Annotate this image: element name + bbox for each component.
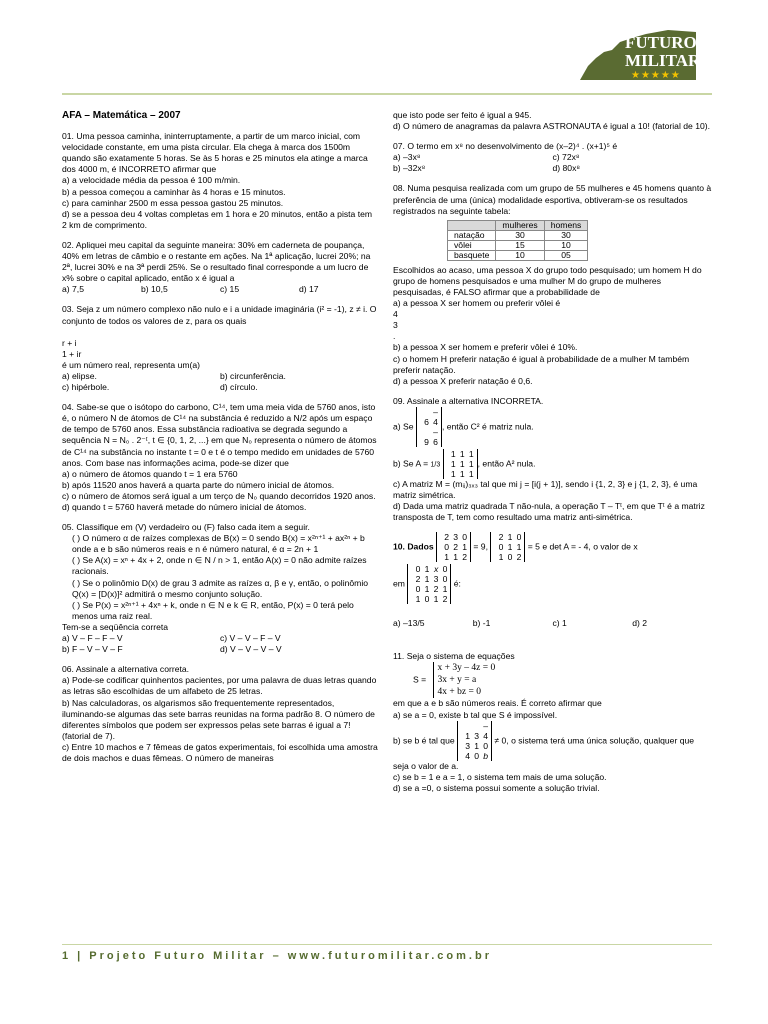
q04-text: 04. Sabe-se que o isótopo do carbono, C¹⁴, tem uma meia vida de 5760 anos, isto é, o número N de átomos de C¹⁴ na substância é reduzido a N/2 após um espaço de tempo de 5760 anos. Essa substância radioativa se degrada segundo a sequência N = N₀ . 2⁻ᵗ, t ∈ {0, 1, 2, ...} em que N₀ representa o número de átomos de C¹⁴ na substância no instante t = 0 e t é o tempo medido em unidades de 5760 anos. Com base nas informações acima, pode-se dizer que — [62, 402, 377, 468]
table-row — [448, 230, 588, 240]
sports-table — [447, 220, 588, 261]
table-cell: 10 — [496, 250, 544, 260]
table-header — [448, 220, 496, 230]
det-2: 2 1 0 0 1 1 1 0 2 — [490, 532, 525, 562]
q07-option: c) 72x⁸ — [552, 152, 580, 163]
q06-option-a: a) Pode-se codificar quinhentos pacientes, por uma palavra de duas letras quando as letras são escolhidas de um alfabeto de 25 letras. — [62, 675, 377, 697]
q05-text: 05. Classifique em (V) verdadeiro ou (F) falso cada item a seguir. — [62, 522, 310, 533]
left-column: AFA – Matemática – 2007 01. Uma pessoa caminha, ininterruptamente, a partir de um marco inicial, com velocidade constante, em uma pista circular. Ela chega à marca dos 1500m quando são exatamente 5 horas. Se às 5 horas e 25 minutos ela atinge a marca dos 4000 m, é INCORRETO afirmar que a) a velocidade média da pessoa é 100 m/min. b) a pessoa começou a caminhar às 4 horas e 15 minutos. c) para caminhar 2500 m essa pessoa gastou 25 minutos. d) se a pessoa deu 4 voltas completas em 1 hora e 20 minutos, então a pista tem 2 km de comprimento. 02. Apliquei meu capital da seguinte maneira: 30% em caderneta de poupança, 40% em letras de câmbio e o restante em ações. Na 1ª aplicação, lucrei 20%; na 2ª, lucrei 30% e na 3ª perdi 25%. Se o resultado final corresponde a um lucro de x% sobre o capital aplicado, então x é igual a a) 7,5 b) 10,5 c) 15 d) 17 03. Seja z um número complexo não nulo e i a unidade imaginária (i² = -1), z ≠ i. O conjunto de todos os valores de z, para os quais r + i 1 + ir é um número real, representa um(a) a) elipse. b) circunferência. c) hipérbole. d) círculo. 04. Sabe-se que o isótopo do carbono, C¹⁴, tem uma meia vida de 5760 anos, isto é, o número N de átomos de C¹⁴ na substância é reduzido a N/2 após um espaço de tempo de 5760 anos. Essa substância radioativa se degrada segundo a sequência N = N₀ . 2⁻ᵗ, t ∈ {0, 1, 2, ...} em que N₀ representa o número de átomos de C¹⁴ na substância no instante t = 0 e t é o tempo medido em unidades de 5760 anos. Com base nas informações acima, pode-se dizer que a) o número de átomos quando t = 1 era 5760 b) após 11520 anos haverá a quarta parte do número inicial de átomos. c) o número de átomos será igual a um terço de N₀ quando decorridos 1920 anos. d) quando t = 5760 haverá metade do número inicial de átomos. 05. Classifique em (V) verdadeiro ou (F) falso cada item a seguir. ( ) O número α de raízes complexas de B(x) = 0 sendo B(x) = x²ⁿ⁺¹ + ax²ⁿ + b onde a e b são números reais e n é número natural, é α = 2n + 1 ( ) Se A(x) = xⁿ + 4x + 2, onde n ∈ N / n > 1, então A(x) = 0 não admite raízes racionais. ( ) Se o polinômio D(x) de grau 3 admite as raízes α, β e γ, então, o polinômio Q(x) = [D(x)]² admitirá o mesmo conjunto solução. ( ) Se P(x) = x²ⁿ⁺¹ + 4xⁿ + k, onde n ∈ N e k ∈ R, então, P(x) = 0 terá pelo menos uma raiz real. Tem-se a seqüência correta a) V – F – F – V c) V – V – F – V b) F – V – V – F d) V – V – V – V 06. Assinale a alternativa correta. a) Pode-se codificar quinhentos pacientes, por uma palavra de duas letras quando as letras são escolhidas de um alfabeto de 25 letras. b) Nas calculadoras, os algarismos são frequentemente representados, iluminando-se algumas das sete barras reunidas na forma padrão 8. O número de diferentes símbolos que podem ser expressos pelas sete barras é igual a 7! (fatorial de 7). c) Entre 10 machos e 7 fêmeas de gatos experimentais, foi escolhida uma amostra de dois machos e duas fêmeas. O número de maneiras — [62, 110, 378, 763]
q09-option-c: c) A matriz M = (mᵢⱼ)₃ₓ₃ tal que mi j = [i(j + 1)], sendo i {1, 2, 3} e j {1, 2, 3}, é uma matriz simétrica. — [393, 478, 698, 500]
matrix-x: 0 1 x 0 2 1 3 0 0 1 2 1 1 0 1 2 — [407, 564, 451, 604]
q09-option-d: d) Dada uma matriz quadrada T não-nula, a operação T – Tᵗ, em que Tᵗ é a matriz transposta de T, tem como resultado uma matriz anti-simétrica. — [393, 501, 705, 523]
q03-options — [62, 371, 378, 393]
q02-option: a) 7,5 — [62, 284, 84, 295]
matrix-c: 6–4 9–6 — [416, 407, 442, 447]
q05-item: ( ) Se o polinômio D(x) de grau 3 admite as raízes α, β e γ, então, o polinômio Q(x) = [D(x)]² admitirá o mesmo conjunto solução. — [72, 577, 369, 599]
q05-sequence-label: Tem-se a seqüência correta — [62, 621, 169, 632]
q08-text: 08. Numa pesquisa realizada com um grupo de 55 mulheres e 45 homens quanto à preferência de uma (única) modalidade esportiva, obtiveram-se os resultados registrados na seguinte tabela: — [393, 183, 712, 216]
q04-option-b: b) após 11520 anos haverá a quarta parte do número inicial de átomos. — [62, 479, 335, 490]
q02-option: d) 17 — [299, 284, 319, 295]
table-header: mulheres — [496, 220, 544, 230]
q08-text2: Escolhidos ao acaso, uma pessoa X do grupo todo pesquisado; um homem H do grupo de homens pesquisados e uma mulher M do grupo de mulheres pesquisadas, é FALSO afirmar que a probabilidade de — [393, 264, 702, 297]
logo-text: FUTURO MILITAR — [625, 33, 701, 70]
q05-option: b) F – V – V – F — [62, 644, 123, 655]
table-cell: basquete — [448, 250, 496, 260]
table-cell: 30 — [544, 230, 588, 240]
q10-line: 10. Dados 2 3 0 0 2 1 1 1 2 = 9, 2 1 0 0 1 1 1 0 2 = 5 e det A = - 4, o valor de x — [393, 532, 638, 563]
table-row — [448, 240, 588, 250]
q03-option-a: a) elipse. — [62, 370, 97, 381]
q11-text: 11. Seja o sistema de equações — [393, 651, 515, 662]
table-header: homens — [544, 220, 588, 230]
q05-item: ( ) Se A(x) = xⁿ + 4x + 2, onde n ∈ N / n > 1, então A(x) = 0 não admite raízes racionais. — [72, 555, 367, 577]
q10-matrix-line: em 0 1 x 0 2 1 3 0 0 1 2 1 1 0 1 2 é: — [393, 564, 461, 605]
q11-option-b: b) se b é tal que 1 3–4 3 1 0 4 0 b ≠ 0, o sistema terá uma única solução, qualquer que seja o valor de a. — [393, 720, 695, 771]
q04-option-d: d) quando t = 5760 haverá metade do número inicial de átomos. — [62, 502, 307, 512]
table-cell: 05 — [544, 250, 588, 260]
q05-option: c) V – V – F – V — [220, 633, 281, 644]
table-cell: 15 — [496, 240, 544, 250]
q01-option-b: b) a pessoa começou a caminhar às 4 horas e 15 minutos. — [62, 186, 286, 197]
q11-option-d: d) se a =0, o sistema possui somente a solução trivial. — [393, 782, 600, 793]
q02-options — [62, 284, 378, 295]
q02-text: 02. Apliquei meu capital da seguinte maneira: 30% em caderneta de poupança, 40% em letras de câmbio e o restante em ações. Na 1ª aplicação, lucrei 20%; na 2ª, lucrei 30% e na 3ª perdi 25%. Se o resultado final corresponde a um lucro de x% sobre o capital aplicado, então x é igual a — [62, 239, 371, 284]
q07-option: a) –3x⁸ — [393, 152, 421, 163]
q05-option: a) V – F – F – V — [62, 633, 123, 644]
q09-text: 09. Assinale a alternativa INCORRETA. — [393, 395, 544, 406]
q11-option-c: c) se b = 1 e a = 1, o sistema tem mais de uma solução. — [393, 771, 607, 782]
q06-option-d: d) O número de anagramas da palavra ASTRONAUTA é igual a 10! (fatorial de 10). — [393, 121, 711, 132]
q01-option-d: d) se a pessoa deu 4 voltas completas em 1 hora e 20 minutos, então a pista tem 2 km de comprimento. — [62, 208, 373, 230]
q10-option: d) 2 — [632, 618, 648, 629]
q01-option-c: c) para caminhar 2500 m essa pessoa gastou 25 minutos. — [62, 197, 284, 208]
q11-system: S = x + 3y – 4z = 0 3x + y = a 4x + bz = 0 — [413, 663, 496, 698]
header-divider — [62, 93, 712, 95]
q07-option: b) –32x⁸ — [393, 163, 426, 174]
right-column: que isto pode ser feito é igual a 945. d) O número de anagramas da palavra ASTRONAUTA é igual a 10! (fatorial de 10). 07. O termo em x⁸ no desenvolvimento de (x–2)⁴ . (x+1)⁵ é a) –3x⁸ c) 72x⁸ b) –32x⁸ d) 80x⁸ 08. Numa pesquisa realizada com um grupo de 55 mulheres e 45 homens quanto à preferência de uma (única) modalidade esportiva, obtiveram-se os resultados registrados na seguinte tabela: mulheres homens natação 30 30 vôlei 15 10 basquete 10 05 Escolhidos ao acaso, uma pessoa X do grupo todo pesquisado; um homem H do grupo de homens pesquisados e uma mulher M do grupo de mulheres pesquisadas, é FALSO afirmar que a probabilidade de a) a pessoa X ser homem ou preferir vôlei é 4 3 . b) a pessoa X ser homem e preferir vôlei é 10%. c) o homem H preferir natação é igual à probabilidade de a mulher M também preferir natação. d) a pessoa X preferir natação é 0,6. 09. Assinale a alternativa INCORRETA. a) Se 6–4 9–6, então C² é matriz nula. b) Se A = 1/3 1 1 1 1 1 1 1 1 1, então A² nula. c) A matriz M = (mᵢⱼ)₃ₓ₃ tal que mi j = [i(j + 1)], sendo i {1, 2, 3} e j {1, 2, 3}, é uma matriz simétrica. d) Dada uma matriz quadrada T não-nula, a operação T – Tᵗ, em que Tᵗ é a matriz transposta de T, tem como resultado uma matriz anti-simétrica. 10. Dados 2 3 0 0 2 1 1 1 2 = 9, 2 1 0 0 1 1 1 0 2 = 5 e det A = - 4, o valor de x em 0 1 x 0 2 1 3 0 0 1 2 1 1 0 1 2 é: a) –13/5 b) -1 c) 1 d) 2 11. Seja o sistema de equações S = x + 3y – 4z = 0 3x + y = a 4x + bz = 0 em que a e b são números reais. É correto afirmar que a) se a = 0, existe b tal que S é impossível. b) se b é tal que 1 3–4 3 1 0 4 0 b ≠ 0, o sistema terá uma única solução, qualquer que seja o valor de a. c) se b = 1 e a = 1, o sistema tem mais de uma solução. d) se a =0, o sistema possui somente a solução trivial. — [393, 110, 712, 793]
q05-option: d) V – V – V – V — [220, 644, 282, 655]
q03-option-b: b) circunferência. — [220, 370, 286, 381]
q08-option-a: a) a pessoa X ser homem ou preferir vôlei é — [393, 298, 561, 309]
q01-text: 01. Uma pessoa caminha, ininterruptamente, a partir de um marco inicial, com velocidade constante, em uma pista circular. Ela chega à marca dos 1500m quando são exatamente 5 horas. Se às 5 horas e 25 minutos ela atinge a marca dos 4000 m, é INCORRETO afirmar que — [62, 131, 368, 175]
footer-divider — [62, 944, 712, 945]
q03-fraction-line — [62, 327, 378, 338]
q09-option-b: b) Se A = 1/3 1 1 1 1 1 1 1 1 1, então A² nula. — [393, 448, 536, 479]
q05-options — [62, 633, 378, 655]
det-1: 2 3 0 0 2 1 1 1 2 — [436, 532, 471, 562]
q07-options — [393, 152, 712, 174]
q10-option: c) 1 — [552, 618, 567, 629]
q07-option: d) 80x⁸ — [552, 163, 581, 174]
q06-continued: que isto pode ser feito é igual a 945. — [393, 110, 532, 120]
q04-option-c: c) o número de átomos será igual a um terço de N₀ quando decorridos 1920 anos. — [62, 490, 376, 501]
q08-option-c: c) o homem H preferir natação é igual à probabilidade de a mulher M também preferir natação. — [393, 353, 690, 375]
q05-item: ( ) Se P(x) = x²ⁿ⁺¹ + 4xⁿ + k, onde n ∈ N e k ∈ R, então, P(x) = 0 terá pelo menos uma raiz real. — [72, 599, 354, 621]
q09-option-a: a) Se 6–4 9–6, então C² é matriz nula. — [393, 406, 534, 447]
q10-options — [393, 618, 712, 629]
equation-system: x + 3y – 4z = 0 3x + y = a 4x + bz = 0 — [433, 662, 496, 698]
table-row — [448, 250, 588, 260]
q08-option-b: b) a pessoa X ser homem e preferir vôlei é 10%. — [393, 342, 578, 353]
table-cell: natação — [448, 230, 496, 240]
matrix-a: 1 1 1 1 1 1 1 1 1 — [443, 449, 478, 479]
q02-option: b) 10,5 — [141, 284, 168, 295]
exam-title: AFA – Matemática – 2007 — [62, 110, 181, 121]
q10-option: a) –13/5 — [393, 618, 425, 629]
q05-item: ( ) O número α de raízes complexas de B(x) = 0 sendo B(x) = x²ⁿ⁺¹ + ax²ⁿ + b onde a e b são números reais e n é número natural, é α = 2n + 1 — [72, 533, 365, 555]
q08-option-d: d) a pessoa X preferir natação é 0,6. — [393, 375, 533, 386]
q11-after: em que a e b são números reais. É correto afirmar que — [393, 698, 602, 709]
q06-text: 06. Assinale a alternativa correta. — [62, 664, 190, 675]
table-cell: vôlei — [448, 240, 496, 250]
q03-text: 03. Seja z um número complexo não nulo e i a unidade imaginária (i² = -1), z ≠ i. O conjunto de todos os valores de z, para os quais — [62, 304, 377, 326]
q11-option-a: a) se a = 0, existe b tal que S é impossível. — [393, 709, 558, 720]
table-cell: 10 — [544, 240, 588, 250]
matrix-b: 1 3–4 3 1 0 4 0 b — [457, 721, 492, 761]
table-cell: 30 — [496, 230, 544, 240]
q07-text: 07. O termo em x⁸ no desenvolvimento de (x–2)⁴ . (x+1)⁵ é — [393, 141, 618, 152]
q10-option: b) -1 — [472, 618, 491, 629]
q06-option-b: b) Nas calculadoras, os algarismos são frequentemente representados, iluminando-se algumas das sete barras reunidas na forma padrão 8. O número de diferentes símbolos que podem ser expressos pelas sete barras é igual a 7! (fatorial de 7). — [62, 697, 375, 741]
q01-option-a: a) a velocidade média da pessoa é 100 m/min. — [62, 175, 241, 186]
q03-option-c: c) hipérbole. — [62, 382, 110, 393]
q03-option-d: d) círculo. — [220, 382, 258, 393]
q02-option: c) 15 — [220, 284, 240, 295]
q04-option-a: a) o número de átomos quando t = 1 era 5760 — [62, 468, 238, 479]
logo-stars: ★★★★★ — [631, 70, 681, 81]
page-footer: 1 | Projeto Futuro Militar – www.futuromilitar.com.br — [62, 950, 492, 962]
q06-option-c: c) Entre 10 machos e 7 fêmeas de gatos experimentais, foi escolhida uma amostra de dois machos e duas fêmeas. O número de maneiras — [62, 741, 378, 763]
table-header-row — [448, 220, 588, 230]
